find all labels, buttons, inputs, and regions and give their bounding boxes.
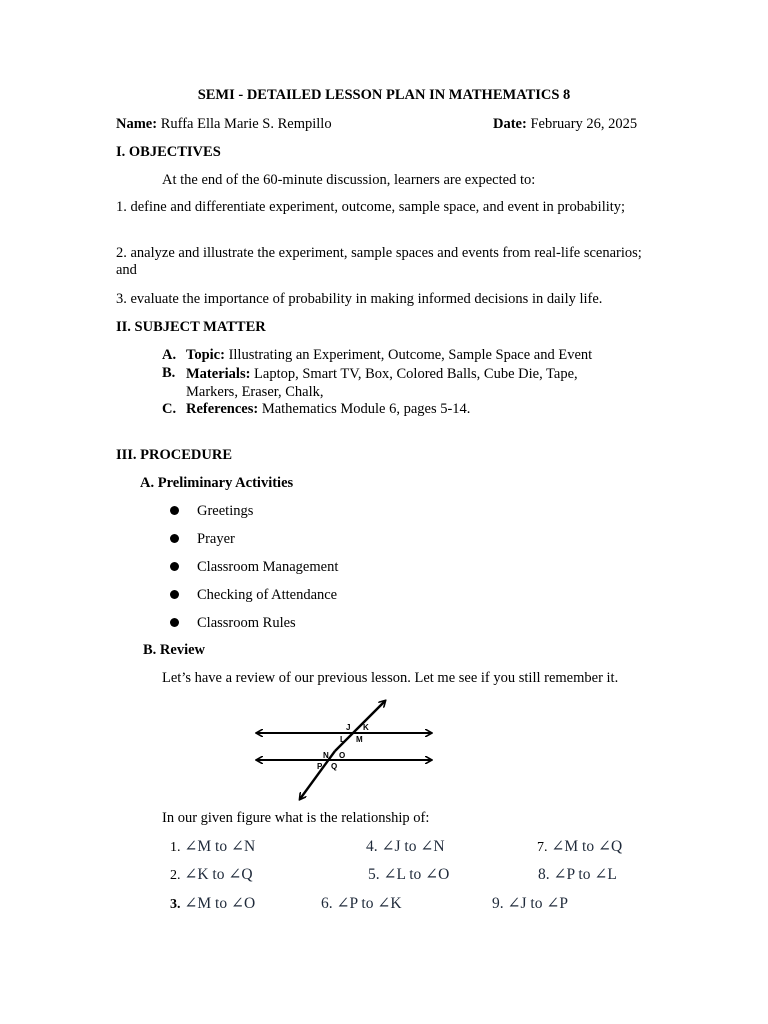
angle-label-o: O [339,751,346,760]
date-value: February 26, 2025 [530,116,638,132]
materials-label: Materials: [186,366,251,382]
angle-label-j: J [346,723,351,732]
preliminary-heading: A. Preliminary Activities [140,475,294,491]
references-label: References: [186,401,259,417]
angle-label-l: L [340,735,345,744]
bullet-icon [170,506,179,515]
objectives-heading: I. OBJECTIVES [116,144,221,160]
date-label: Date: [493,116,527,132]
angle-pair-item: 7. ∠M to ∠Q [537,838,623,855]
angle-pair-item: 3. ∠M to ∠O [170,895,256,912]
review-heading: B. Review [143,642,206,658]
subject-item-references: C. [162,401,177,417]
objective-item: 2. analyze and illustrate the experiment, sample spaces and events from real-life scenarios; and [116,245,642,278]
name-line [116,116,332,133]
review-intro: Let’s have a review of our previous lesson. Let me see if you still remember it. [162,670,619,686]
parallel-lines-figure [243,696,439,804]
list-item: Checking of Attendance [197,587,338,603]
angle-pair-item: 8. ∠P to ∠L [538,866,617,883]
list-item: Classroom Management [197,559,339,575]
angle-pair-item: 1. ∠M to ∠N [170,838,256,855]
name-value: Ruffa Ella Marie S. Rempillo [160,116,332,132]
angle-pair-item: 4. ∠J to ∠N [366,838,445,855]
objective-item: 3. evaluate the importance of probability in making informed decisions in daily life. [116,291,603,307]
objectives-intro: At the end of the 60-minute discussion, learners are expected to: [162,172,536,188]
angle-label-m: M [356,735,363,744]
date-line [493,116,637,133]
review-question: In our given figure what is the relationship of: [162,810,430,826]
list-item: Classroom Rules [197,615,296,631]
bullet-icon [170,534,179,543]
list-item: Prayer [197,531,235,547]
angle-pair-item: 5. ∠L to ∠O [368,866,450,883]
references-text: Mathematics Module 6, pages 5-14. [261,401,471,417]
bullet-icon [170,562,179,571]
angle-label-p: P [317,762,323,771]
page-title: SEMI - DETAILED LESSON PLAN IN MATHEMATICS 8 [197,87,571,103]
angle-pair-item: 2. ∠K to ∠Q [170,866,253,883]
topic-label: Topic: [186,347,225,363]
objective-item: 1. define and differentiate experiment, outcome, sample space, and event in probability; [116,199,626,215]
bullet-icon [170,618,179,627]
subject-item-topic: A. [162,347,177,363]
procedure-heading: III. PROCEDURE [116,447,233,463]
subject-item-materials: B. [162,365,176,381]
materials-text: Laptop, Smart TV, Box, Colored Balls, Cube Die, Tape, Markers, Eraser, Chalk, [186,366,578,400]
subject-matter-heading: II. SUBJECT MATTER [116,319,266,335]
angle-pair-item: 9. ∠J to ∠P [492,895,568,912]
angle-label-n: N [323,751,329,760]
angle-label-q: Q [331,762,338,771]
bullet-icon [170,590,179,599]
topic-text: Illustrating an Experiment, Outcome, Sample Space and Event [228,347,593,363]
angle-label-k: K [363,723,369,732]
list-item: Greetings [197,503,254,519]
name-label: Name: [116,116,158,132]
angle-pair-item: 6. ∠P to ∠K [321,895,402,912]
